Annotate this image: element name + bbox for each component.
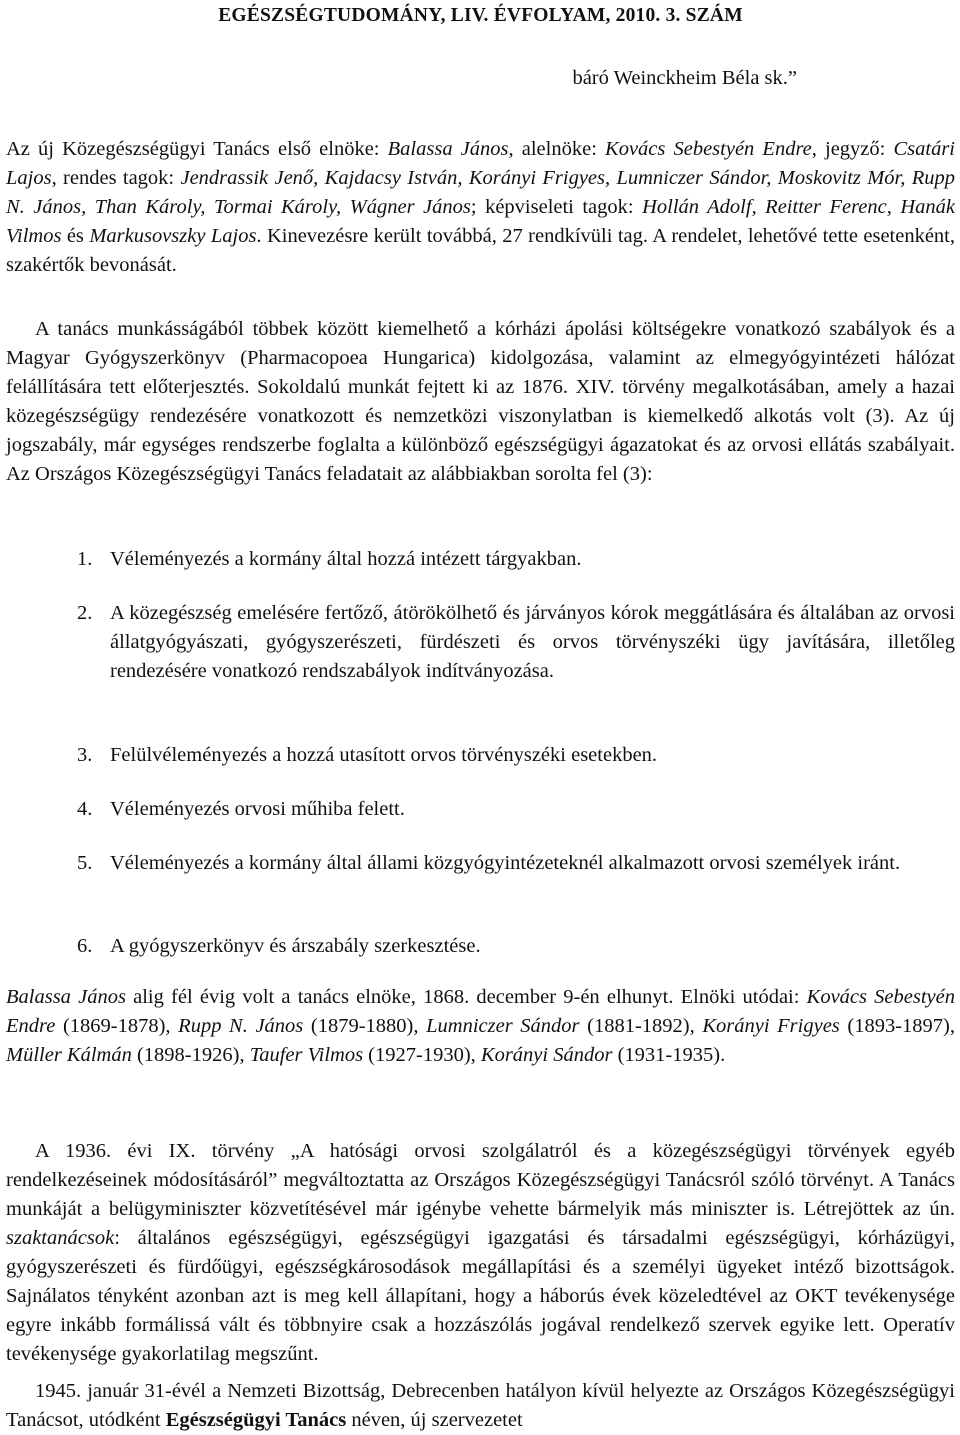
text-run: alig fél évig volt a tanács elnöke, 1868. december 9-én elhunyt. Elnöki utódai: xyxy=(125,986,807,1008)
list-number: 3. xyxy=(77,744,93,766)
list-item xyxy=(6,932,955,961)
list-item-text: Felülvéleményezés a hozzá utasított orvos törvényszéki esetekben. xyxy=(110,744,658,766)
text-run: A 1936. évi IX. törvény „A hatósági orvosi szolgálatról és a közegészségügyi törvények egyéb rendelkezéseinek módosításáról” megváltoztatta az Országos Közegészségügyi Tanácsról szóló törvényt. A Tanács munkáját a belügyminiszter közvetítésével már igénybe vehette bármelyik más miniszter is. Létrejöttek az ún. xyxy=(6,1140,955,1220)
council-members-paragraph xyxy=(6,135,955,280)
list-number: 4. xyxy=(77,798,93,820)
person-name: Csatári Lajos xyxy=(6,138,956,189)
list-item-text: A közegészség emelésére fertőző, átörökölhető és járványos kórok meggátlására és általában az orvosi állatgyógyászati, gyógyszerészeti, fürdészeti és orvos törvényszéki ügy javítására, illetőleg rendezésére vonatkozó rendszabályok indítványozása. xyxy=(110,602,955,682)
text-run: , rendes tagok: xyxy=(51,167,181,189)
text-run: Az új Közegészségügyi Tanács első elnöke: xyxy=(6,138,388,160)
person-name: Jendrassik Jenő, Kajdacsy István, Korányi Frigyes, Lumniczer Sándor, Moskovitz Mór, Rupp N. János, Than Károly, Tormai Károly, Wágner János xyxy=(6,167,955,218)
person-name: Hollán Adolf, Reitter Ferenc, Hanák Vilmos xyxy=(6,196,955,247)
text-run: (1893-1897), xyxy=(839,1015,955,1037)
text-run: (1927-1930), xyxy=(363,1044,481,1066)
list-item-text: Véleményezés orvosi műhiba felett. xyxy=(110,798,405,820)
text-run: , alelnöke: xyxy=(508,138,606,160)
list-number: 6. xyxy=(77,935,93,957)
list-item-text: Véleményezés a kormány által állami közgyógyintézeteknél alkalmazott orvosi személyek iránt. xyxy=(110,852,901,874)
list-item xyxy=(6,741,955,770)
person-name: Müller Kálmán xyxy=(6,1044,132,1066)
person-name: Korányi Frigyes xyxy=(702,1015,840,1037)
law-1936-paragraph xyxy=(6,1137,955,1369)
list-item xyxy=(6,599,955,686)
text-run: (1898-1926), xyxy=(131,1044,250,1066)
person-name: Taufer Vilmos xyxy=(249,1044,364,1066)
text-run: . Kinevezésre került továbbá, 27 rendkívüli tag. A rendelet, lehetővé tette esetenként, szakértők bevonását. xyxy=(6,225,956,276)
list-item-text: Véleményezés a kormány által hozzá intézett tárgyakban. xyxy=(110,548,582,570)
text-run: 1945. január 31-évél a Nemzeti Bizottság, Debrecenben hatályon kívül helyezte az Országos Közegészségügyi Tanácsot, utódként xyxy=(6,1380,955,1431)
list-item xyxy=(6,545,955,574)
text-run: (1879-1880), xyxy=(303,1015,427,1037)
text-run: néven, új szervezetet xyxy=(346,1409,523,1431)
person-name: Korányi Sándor xyxy=(480,1044,613,1066)
presidents-paragraph xyxy=(6,983,955,1070)
text-run: (1881-1892), xyxy=(579,1015,703,1037)
italic-term: szaktanácsok xyxy=(6,1227,115,1249)
person-name: Markusovszky Lajos xyxy=(89,225,257,247)
person-name: Kovács Sebestyén Endre xyxy=(605,138,812,160)
bold-term: Egészségügyi Tanács xyxy=(165,1409,347,1431)
signature-line: báró Weinckheim Béla sk.” xyxy=(572,67,797,89)
text-run: és xyxy=(61,225,90,247)
text-run: ; képviseleti tagok: xyxy=(470,196,643,218)
list-number: 2. xyxy=(77,602,93,624)
list-item-text: A gyógyszerkönyv és árszabály szerkesztése. xyxy=(110,935,481,957)
running-header: EGÉSZSÉGTUDOMÁNY, LIV. ÉVFOLYAM, 2010. 3. SZÁM xyxy=(218,5,743,26)
council-work-paragraph: A tanács munkásságából többek között kiemelhető a kórházi ápolási költségekre vonatkozó szabályok és a Magyar Gyógyszerkönyv (Pharmacopoea Hungarica) kidolgozása, valamint az elmegyógyintézeti hálózat felállítására tett előterjesztés. Sokoldalú munkát fejtett ki az 1876. XIV. törvény megalkotásában, amely a hazai közegészségügy rendezésére vonatkozott és nemzetközi viszonylatban is kiemelkedő alkotás volt (3). Az új jogszabály, már egységes rendszerbe foglalta a különböző egészségügyi ágazatokat és az orvosi ellátás szabályait. Az Országos Közegészségügyi Tanács feladatait az alábbiakban sorolta fel (3): xyxy=(6,318,955,485)
list-item xyxy=(6,849,955,878)
text-run: (1869-1878), xyxy=(55,1015,179,1037)
text-run: (1931-1935). xyxy=(612,1044,726,1066)
person-name: Rupp N. János xyxy=(178,1015,304,1037)
year-1945-paragraph xyxy=(6,1377,955,1435)
text-run: , jegyző: xyxy=(811,138,894,160)
list-number: 5. xyxy=(77,852,93,874)
text-run: : általános egészségügyi, egészségügyi igazgatási és társadalmi egészségügyi, kórházügyi, gyógyszerészeti és fürdőügyi, egészségkárosodások megállapítási és a személyi ügyeket intéző bizottságok. Sajnálatos tényként azonban azt is meg kell állapítani, hogy a háborús évek közeledtével az OKT tevékenysége egyre inkább formálissá vált és többnyire csak a hozzászólás jogával rendelkező szervek egyike lett. Operatív tevékenysége gyakorlatilag megszűnt. xyxy=(6,1227,955,1365)
list-item xyxy=(6,795,955,824)
person-name: Kovács Sebestyén Endre xyxy=(6,986,955,1037)
list-number: 1. xyxy=(77,548,93,570)
person-name: Lumniczer Sándor xyxy=(426,1015,580,1037)
person-name: Balassa János xyxy=(387,138,509,160)
person-name: Balassa János xyxy=(6,986,126,1008)
